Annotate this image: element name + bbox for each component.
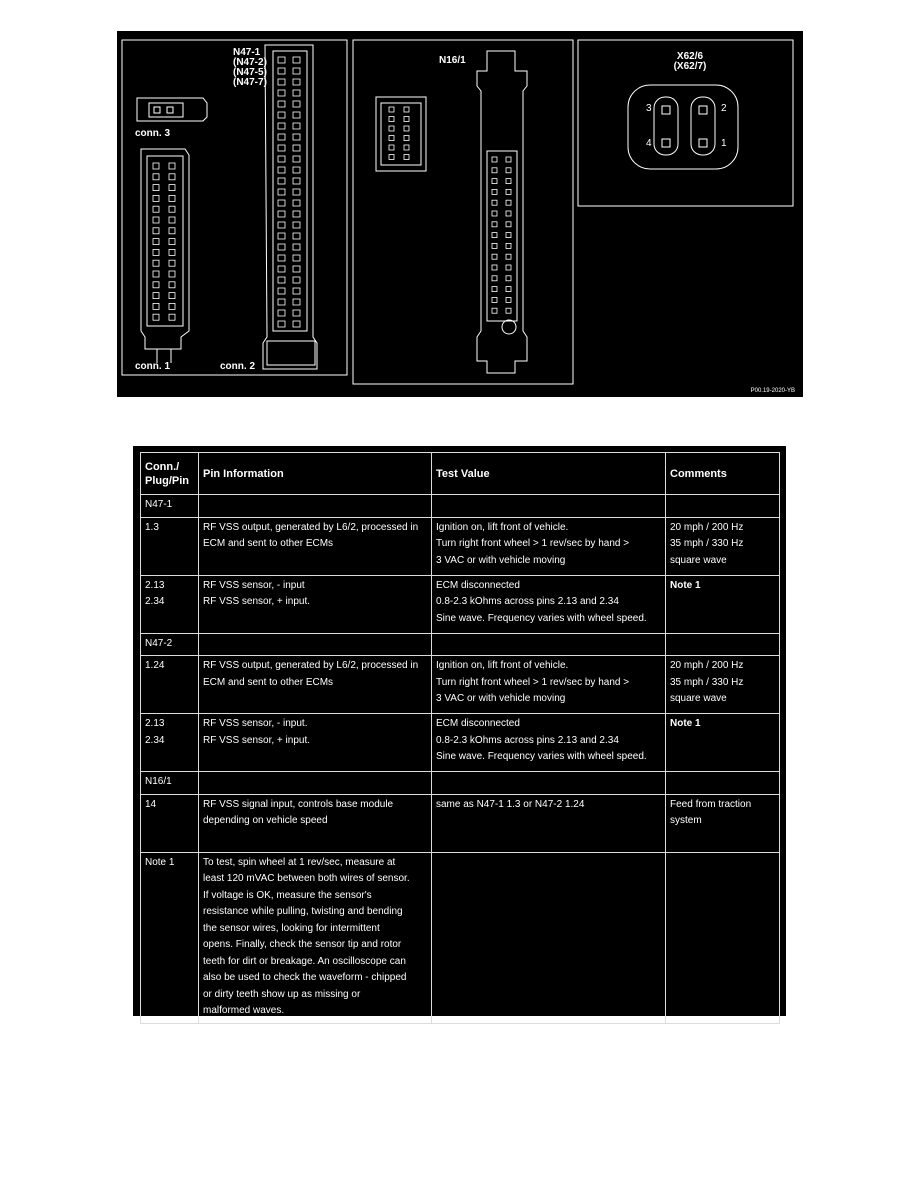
x62-pin-2: 2 (721, 103, 727, 114)
connector-pin (492, 308, 497, 313)
pin-info-line: ECM and sent to other ECMs (203, 538, 334, 549)
connector-pin (404, 107, 409, 112)
connector-pin (153, 228, 159, 234)
comments-cell (666, 656, 780, 714)
pin-info-line: RF VSS output, generated by L6/2, processed in (203, 521, 419, 533)
info-cell (199, 656, 432, 714)
connector-pin (293, 200, 300, 206)
pin-table-panel (133, 446, 786, 1016)
connector-pin (404, 145, 409, 150)
label-n16: N16/1 (439, 55, 466, 66)
connector-pin (153, 282, 159, 288)
pin-information-table (140, 452, 780, 1024)
note-line: or dirty teeth show up as missing or (203, 988, 361, 1000)
connector-pin (169, 228, 175, 234)
connector-pin (153, 163, 159, 169)
section-empty-cell (432, 772, 666, 795)
label-n47-line: (N47-7) (233, 77, 267, 88)
connector-pin (492, 297, 497, 302)
n16-small-block (376, 97, 426, 171)
pin-number: 2.13 (145, 579, 165, 591)
connector-pin (492, 168, 497, 173)
connector-pin (153, 271, 159, 277)
connector-pin (506, 254, 511, 259)
header-conn-plug-pin: Conn./ Plug/Pin (141, 453, 199, 495)
pin-cell (141, 656, 199, 714)
connector-pin (293, 233, 300, 239)
connector-pin (169, 282, 175, 288)
pin-number: 2.34 (145, 734, 165, 746)
connector-pin (506, 189, 511, 194)
connector-pin (293, 156, 300, 162)
section-name: N47-1 (141, 495, 199, 518)
connector-pin (278, 123, 285, 129)
connector-pin (169, 174, 175, 180)
info-cell (199, 517, 432, 575)
connector-pin (169, 271, 175, 277)
test-value-line: 0.8-2.3 kOhms across pins 2.13 and 2.34 (436, 734, 619, 746)
connector-pin (278, 211, 285, 217)
comment-line: system (670, 815, 702, 826)
note-empty-cell (666, 852, 780, 1023)
connector-pin (278, 233, 285, 239)
connector-pin (169, 206, 175, 212)
conn2-housing (263, 45, 317, 369)
note-line: also be used to check the waveform - chipped (203, 972, 407, 983)
section-empty-cell (199, 633, 432, 656)
connector-pin (506, 168, 511, 173)
connector-pin (293, 112, 300, 118)
test-value-line: Sine wave. Frequency varies with wheel speed. (436, 612, 647, 624)
section-empty-cell (199, 495, 432, 518)
pin-number: 1.24 (145, 660, 165, 671)
panel-n16-border (353, 40, 573, 384)
connector-pin (492, 222, 497, 227)
comments-cell (666, 794, 780, 852)
test-value-line: same as N47-1 1.3 or N47-2 1.24 (436, 798, 585, 810)
connector-pin (169, 217, 175, 223)
connector-pin (492, 243, 497, 248)
pin-cell (141, 517, 199, 575)
connector-pin (293, 101, 300, 107)
pin-info-line: RF VSS sensor, + input. (203, 734, 310, 746)
comments-cell (666, 714, 780, 772)
conn1-pin-field (147, 156, 183, 326)
connector-pin (506, 157, 511, 162)
pin-info-line: depending on vehicle speed (203, 815, 328, 826)
connector-pin (389, 145, 394, 150)
label-x62-line: (X62/7) (673, 61, 707, 72)
test-cell (432, 656, 666, 714)
label-x62-line: X62/6 (676, 51, 704, 62)
pin-number: 14 (145, 798, 157, 810)
section-row (141, 772, 780, 795)
comment-line: 20 mph / 200 Hz (670, 660, 744, 671)
note-line: If voltage is OK, measure the sensor's (203, 889, 372, 901)
table-header-row (141, 453, 780, 495)
section-empty-cell (432, 633, 666, 656)
connector-pin (153, 303, 159, 309)
connector-pin (389, 136, 394, 141)
connector-pin (293, 222, 300, 228)
test-value-line: ECM disconnected (436, 579, 520, 591)
connector-diagram (117, 31, 803, 397)
connector-pin (153, 314, 159, 320)
conn1-housing (141, 149, 189, 349)
note-line: teeth for dirt or breakage. An oscilloscope can (203, 955, 406, 967)
connector-pin (169, 163, 175, 169)
connector-pin (293, 189, 300, 195)
connector-pin (389, 117, 394, 122)
connector-pin (278, 178, 285, 184)
connector-pin (278, 68, 285, 74)
connector-pin (506, 276, 511, 281)
note-line: least 120 mVAC between both wires of sensor. (203, 873, 410, 884)
note-line: the sensor wires, looking for intermittent (203, 922, 380, 934)
connector-pin (506, 179, 511, 184)
x62-pin-4: 4 (646, 138, 652, 149)
section-empty-cell (666, 772, 780, 795)
connector-pin (278, 288, 285, 294)
label-conn2: conn. 2 (220, 361, 256, 372)
test-value-line: 3 VAC or with vehicle moving (436, 693, 566, 704)
connector-pin (389, 126, 394, 131)
connector-pin (278, 277, 285, 283)
connector-pin (506, 297, 511, 302)
connector-pin (492, 157, 497, 162)
connector-pin (153, 174, 159, 180)
connector-pin (293, 255, 300, 261)
connector-drawing (117, 31, 803, 397)
pin-info-line: RF VSS sensor, - input (203, 579, 305, 591)
test-value-line: Turn right front wheel > 1 rev/sec by hand > (436, 538, 630, 549)
pin-info-line: RF VSS sensor, + input. (203, 596, 310, 607)
note-empty-cell (432, 852, 666, 1023)
connector-pin (169, 239, 175, 245)
connector-pin (169, 314, 175, 320)
pin-info-line: RF VSS signal input, controls base module (203, 798, 394, 810)
note-line: opens. Finally, check the sensor tip and rotor (203, 939, 402, 950)
connector-pin (278, 310, 285, 316)
header-comments: Comments (666, 453, 780, 495)
connector-pin (278, 222, 285, 228)
figure-id: P00.19-2020-YB (750, 388, 795, 394)
connector-pin (293, 79, 300, 85)
table-row (141, 517, 780, 575)
info-cell (199, 575, 432, 633)
section-name: N47-2 (141, 633, 199, 656)
connector-pin (293, 178, 300, 184)
connector-pin (278, 200, 285, 206)
connector-pin (278, 57, 285, 63)
info-cell (199, 714, 432, 772)
connector-pin (404, 117, 409, 122)
label-n47 (233, 48, 267, 88)
connector-pin (293, 244, 300, 250)
x62-housing (628, 85, 738, 169)
connector-pin (506, 308, 511, 313)
test-value-line: ECM disconnected (436, 718, 520, 729)
connector-pin (293, 145, 300, 151)
connector-pin (169, 249, 175, 255)
connector-pin (506, 243, 511, 248)
connector-pin (153, 195, 159, 201)
connector-pin (492, 287, 497, 292)
connector-pin (492, 211, 497, 216)
connector-pin (506, 200, 511, 205)
connector-pin (506, 222, 511, 227)
comments-cell (666, 517, 780, 575)
connector-pin (293, 277, 300, 283)
comment-line: Note 1 (670, 718, 701, 729)
label-x62 (671, 52, 709, 72)
table-body (141, 495, 780, 1024)
test-value-line: Turn right front wheel > 1 rev/sec by hand > (436, 676, 630, 688)
connector-pin (153, 239, 159, 245)
connector-pin (404, 126, 409, 131)
connector-pin (153, 217, 159, 223)
connector-pin (293, 266, 300, 272)
header-test-value: Test Value (432, 453, 666, 495)
connector-pin (153, 260, 159, 266)
section-row (141, 633, 780, 656)
note-text (199, 852, 432, 1023)
comment-line: 20 mph / 200 Hz (670, 521, 744, 533)
pin-info-line: RF VSS sensor, - input. (203, 718, 308, 729)
x62-pin-3: 3 (646, 103, 652, 114)
test-value-line: Ignition on, lift front of vehicle. (436, 660, 569, 671)
test-cell (432, 714, 666, 772)
note-row (141, 852, 780, 1023)
note-label: Note 1 (141, 852, 199, 1023)
pin-cell (141, 575, 199, 633)
pin-info-line: ECM and sent to other ECMs (203, 676, 334, 688)
connector-pin (278, 244, 285, 250)
comment-line: Feed from traction (670, 798, 752, 810)
section-empty-cell (666, 633, 780, 656)
connector-pin (278, 79, 285, 85)
connector-pin (506, 233, 511, 238)
connector-pin (169, 195, 175, 201)
label-n47-line: N47-1 (233, 47, 261, 58)
comment-line: 35 mph / 330 Hz (670, 676, 744, 688)
test-value-line: Ignition on, lift front of vehicle. (436, 521, 569, 533)
table-row (141, 794, 780, 852)
info-cell (199, 794, 432, 852)
connector-pin (278, 167, 285, 173)
connector-pin (278, 266, 285, 272)
connector-pin (506, 211, 511, 216)
test-cell (432, 517, 666, 575)
x62-pin-1: 1 (721, 138, 727, 149)
pin-number: 2.13 (145, 718, 165, 729)
connector-pin (293, 68, 300, 74)
connector-pin (278, 299, 285, 305)
section-empty-cell (666, 495, 780, 518)
comment-line: square wave (670, 693, 727, 704)
pin-number: 1.3 (145, 521, 159, 533)
connector-pin (492, 179, 497, 184)
test-value-line: Sine wave. Frequency varies with wheel speed. (436, 751, 647, 762)
connector-pin (492, 254, 497, 259)
conn3-housing (137, 98, 207, 121)
connector-pin (153, 249, 159, 255)
connector-pin (293, 57, 300, 63)
test-value-line: 3 VAC or with vehicle moving (436, 554, 566, 566)
connector-pin (278, 321, 285, 327)
note-line: To test, spin wheel at 1 rev/sec, measure at (203, 856, 396, 868)
connector-pin (492, 265, 497, 270)
connector-pin (169, 293, 175, 299)
label-conn3: conn. 3 (135, 128, 171, 139)
connector-pin (506, 287, 511, 292)
connector-pin (278, 145, 285, 151)
section-row (141, 495, 780, 518)
pin-cell (141, 794, 199, 852)
table-row (141, 656, 780, 714)
connector-pin (278, 101, 285, 107)
connector-pin (293, 90, 300, 96)
connector-pin (169, 185, 175, 191)
connector-pin (293, 211, 300, 217)
connector-pin (278, 156, 285, 162)
table-row (141, 575, 780, 633)
comment-line: square wave (670, 554, 727, 566)
connector-pin (278, 90, 285, 96)
connector-pin (153, 185, 159, 191)
connector-pin (293, 123, 300, 129)
section-empty-cell (199, 772, 432, 795)
connector-pin (278, 189, 285, 195)
test-cell (432, 794, 666, 852)
label-n47-line: (N47-5) (233, 67, 267, 78)
connector-pin (293, 288, 300, 294)
connector-pin (293, 310, 300, 316)
connector-pin (404, 136, 409, 141)
note-line: resistance while pulling, twisting and bending (203, 906, 403, 917)
connector-pin (492, 189, 497, 194)
comment-line: Note 1 (670, 579, 701, 591)
connector-pin (492, 233, 497, 238)
section-name: N16/1 (141, 772, 199, 795)
pin-cell (141, 714, 199, 772)
table-row (141, 714, 780, 772)
connector-pin (389, 155, 394, 160)
connector-pin (293, 167, 300, 173)
connector-pin (293, 321, 300, 327)
header-pin-information: Pin Information (199, 453, 432, 495)
comment-line: 35 mph / 330 Hz (670, 538, 744, 549)
connector-pin (278, 134, 285, 140)
connector-pin (153, 206, 159, 212)
test-cell (432, 575, 666, 633)
connector-pin (293, 134, 300, 140)
label-n47-line: (N47-2) (233, 57, 267, 68)
connector-pin (169, 260, 175, 266)
section-empty-cell (432, 495, 666, 518)
note-line: malformed waves. (203, 1005, 285, 1016)
connector-pin (506, 265, 511, 270)
connector-pin (389, 107, 394, 112)
label-conn1: conn. 1 (135, 361, 171, 372)
pin-info-line: RF VSS output, generated by L6/2, processed in (203, 660, 419, 671)
test-value-line: 0.8-2.3 kOhms across pins 2.13 and 2.34 (436, 596, 619, 607)
connector-pin (169, 303, 175, 309)
connector-pin (404, 155, 409, 160)
connector-pin (153, 293, 159, 299)
comments-cell (666, 575, 780, 633)
connector-pin (293, 299, 300, 305)
connector-pin (492, 276, 497, 281)
pin-number: 2.34 (145, 596, 165, 607)
connector-pin (278, 255, 285, 261)
connector-pin (278, 112, 285, 118)
connector-pin (492, 200, 497, 205)
